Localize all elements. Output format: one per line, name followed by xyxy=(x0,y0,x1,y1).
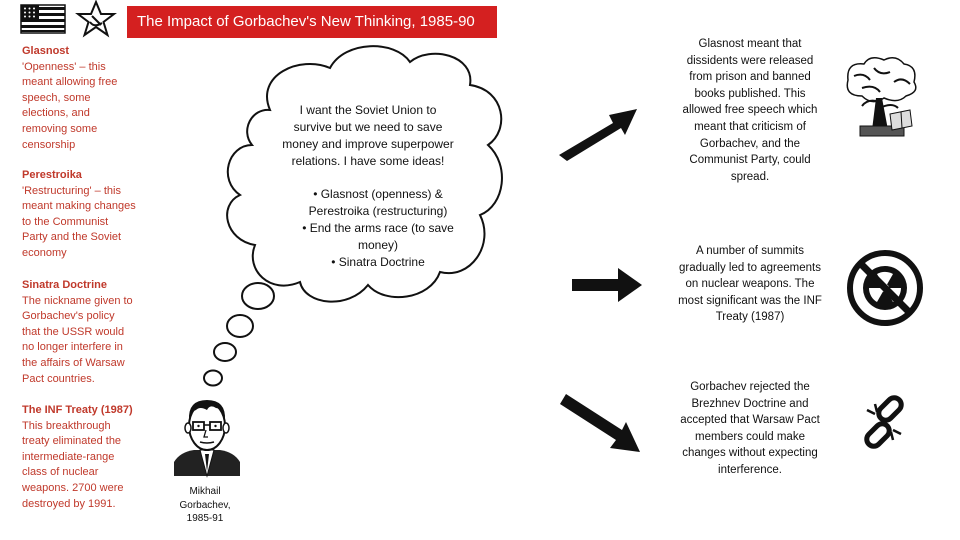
arrow-right-down-icon xyxy=(560,390,645,460)
page-title: The Impact of Gorbachev's New Thinking, 1985-90 xyxy=(127,6,497,38)
outcome-line: Gorbachev, and the xyxy=(699,137,801,150)
no-nuclear-icon xyxy=(845,248,925,328)
definition-term: Sinatra Doctrine xyxy=(22,279,107,291)
caption-line: Gorbachev, xyxy=(179,499,231,511)
bubble-quote-line: I want the Soviet Union to xyxy=(299,103,437,117)
definition-line: the affairs of Warsaw xyxy=(22,356,125,369)
definition-line: censorship xyxy=(22,138,76,151)
bubble-bullet-line: • Glasnost (openness) & xyxy=(313,187,443,201)
bubble-quote-line: survive but we need to save xyxy=(293,120,443,134)
arrow-right-icon xyxy=(570,265,645,305)
bubble-bullet-line: Perestroika (restructuring) xyxy=(308,204,448,218)
broken-chain-icon xyxy=(855,392,915,452)
outcome-line: A number of summits xyxy=(695,245,804,257)
definition-line: economy xyxy=(22,246,67,259)
definition-line: Gorbachev's policy xyxy=(22,310,115,323)
caption-line: Mikhail xyxy=(189,486,221,497)
bubble-quote xyxy=(268,102,468,170)
outcome-line: interference. xyxy=(718,463,782,476)
definition-line: Pact countries. xyxy=(22,372,95,385)
outcome-line: gradually led to agreements xyxy=(679,261,821,274)
definition-line: no longer interfere in xyxy=(22,341,123,354)
definition-line: weapons. 2700 were xyxy=(22,481,124,494)
bubble-bullet-line: money) xyxy=(357,238,398,252)
definition-line: speech, some xyxy=(22,91,91,104)
outcome-line: changes without expecting xyxy=(682,447,818,460)
outcome-line: from prison and banned xyxy=(689,71,811,84)
definition-line: removing some xyxy=(22,122,98,135)
definition-line: meant making changes xyxy=(22,200,136,213)
tree-book-icon xyxy=(840,52,920,142)
bubble-bullet-line: • End the arms race (to save xyxy=(302,221,454,235)
outcome-line: dissidents were released xyxy=(686,54,814,67)
arrow-right-up-icon xyxy=(555,95,645,165)
outcome-line: Brezhnev Doctrine and xyxy=(691,397,809,410)
definition-term: Perestroika xyxy=(22,169,82,181)
outcome-line: allowed free speech which xyxy=(682,104,818,117)
outcome-line: Communist Party, could xyxy=(689,154,811,167)
outcome-line: most significant was the INF xyxy=(678,294,822,307)
definition-term: Glasnost xyxy=(22,45,70,57)
outcome-line: books published. This xyxy=(694,87,806,100)
definition-line: 'Openness' – this xyxy=(22,60,106,73)
definition-line: that the USSR would xyxy=(22,325,125,338)
definition-line: to the Communist xyxy=(22,215,109,228)
definition-line: destroyed by 1991. xyxy=(22,497,116,510)
definition-line: 'Restructuring' – this xyxy=(22,184,121,197)
outcome-line: Treaty (1987) xyxy=(715,311,785,324)
outcome-line: Glasnost meant that xyxy=(698,38,802,50)
definition-line: intermediate-range xyxy=(22,450,115,463)
caption-line: 1985-91 xyxy=(186,513,224,524)
definition-line: treaty eliminated the xyxy=(22,435,122,448)
definition-line: This breakthrough xyxy=(22,419,111,432)
outcome-glasnost xyxy=(662,36,838,185)
outcome-brezhnev xyxy=(662,379,838,479)
definition-line: elections, and xyxy=(22,107,90,120)
bubble-quote-line: relations. I have some ideas! xyxy=(291,154,445,168)
bubble-bullet-line: • Sinatra Doctrine xyxy=(331,255,425,269)
outcome-line: on nuclear weapons. The xyxy=(685,278,815,291)
definition-line: meant allowing free xyxy=(22,76,118,89)
definition-line: class of nuclear xyxy=(22,466,99,479)
definition-line: Party and the Soviet xyxy=(22,231,122,244)
definition-line: The nickname given to xyxy=(22,294,133,307)
outcome-line: members could make xyxy=(695,430,805,443)
bubble-quote-line: money and improve superpower xyxy=(282,137,454,151)
outcome-line: Gorbachev rejected the xyxy=(690,381,810,393)
bubble-bullets xyxy=(280,186,476,271)
outcome-line: accepted that Warsaw Pact xyxy=(680,414,820,427)
gorbachev-portrait xyxy=(170,392,244,476)
portrait-caption xyxy=(170,485,240,526)
definition-term: The INF Treaty (1987) xyxy=(22,404,133,416)
outcome-summits xyxy=(660,243,840,326)
outcome-line: meant that criticism of xyxy=(694,120,806,133)
outcome-line: spread. xyxy=(730,170,770,183)
